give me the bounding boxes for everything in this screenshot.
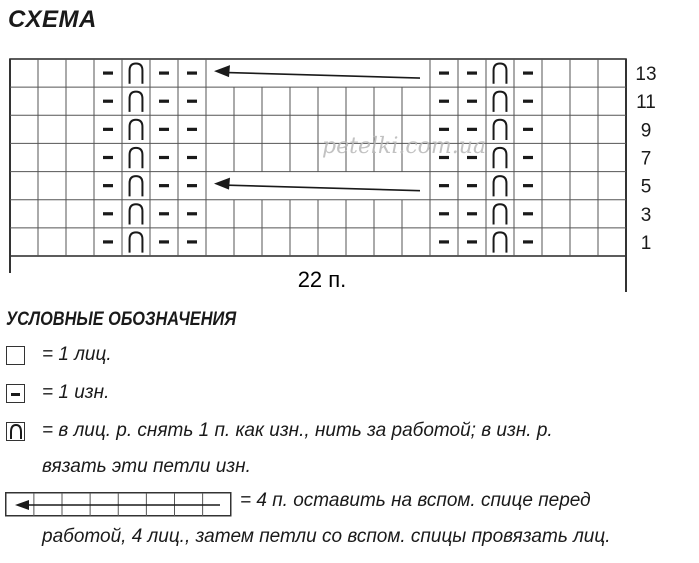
purl-dash-icon — [439, 128, 449, 131]
row-number: 7 — [640, 148, 652, 170]
purl-dash-icon — [467, 71, 477, 74]
purl-dash-icon — [439, 71, 449, 74]
legend-text-knit: = 1 лиц. — [42, 344, 112, 365]
purl-dash-icon — [467, 100, 477, 103]
slip-arch-icon — [130, 92, 143, 112]
slip-arch-icon — [494, 204, 507, 224]
purl-dash-icon — [103, 128, 113, 131]
purl-dash-icon — [159, 212, 169, 215]
slip-arch-icon — [494, 148, 507, 168]
slip-arch-icon — [130, 232, 143, 252]
legend-text-slip-cont: вязать эти петли изн. — [42, 456, 251, 477]
slip-arch-icon — [130, 120, 143, 140]
row-number: 1 — [640, 232, 652, 254]
purl-dash-icon — [159, 184, 169, 187]
watermark-text: petelki.com.ua — [322, 134, 487, 159]
cable-arrow-line — [228, 185, 420, 191]
purl-dash-icon — [159, 100, 169, 103]
purl-dash-icon — [103, 100, 113, 103]
purl-dash-icon — [523, 212, 533, 215]
purl-dash-icon — [187, 212, 197, 215]
slip-arch-icon — [494, 120, 507, 140]
cable-arrow-head — [214, 178, 230, 190]
cable-arrow-head — [214, 65, 230, 77]
slip-arch-icon — [130, 204, 143, 224]
slip-arch-icon — [130, 148, 143, 168]
slip-arch-icon — [494, 92, 507, 112]
purl-dash-icon — [6, 384, 25, 403]
purl-dash-icon — [159, 156, 169, 159]
purl-dash-icon — [523, 184, 533, 187]
purl-dash-icon — [523, 128, 533, 131]
purl-dash-icon — [523, 100, 533, 103]
purl-dash-icon — [439, 184, 449, 187]
purl-dash-icon — [159, 128, 169, 131]
purl-dash-icon — [187, 71, 197, 74]
slip-arch-icon — [494, 232, 507, 252]
row-number: 11 — [636, 92, 656, 114]
legend-text-cable-cont: работой, 4 лиц., затем петли со вспом. спицы провязать лиц. — [42, 526, 611, 547]
purl-dash-icon — [103, 184, 113, 187]
purl-dash-icon — [439, 240, 449, 243]
empty-square-icon — [6, 346, 25, 365]
row-number: 13 — [635, 64, 657, 86]
purl-dash-icon — [467, 212, 477, 215]
chart-grid — [10, 59, 626, 292]
row-number: 9 — [640, 120, 652, 142]
purl-dash-icon — [187, 100, 197, 103]
purl-dash-icon — [187, 240, 197, 243]
purl-dash-icon — [103, 156, 113, 159]
purl-dash-icon — [103, 240, 113, 243]
purl-dash-icon — [187, 128, 197, 131]
purl-dash-icon — [523, 240, 533, 243]
row-number: 5 — [640, 176, 652, 198]
legend-text-slip: = в лиц. р. снять 1 п. как изн., нить за работой; в изн. р. — [42, 420, 553, 441]
slip-arch-icon — [6, 422, 25, 441]
purl-dash-icon — [523, 71, 533, 74]
purl-dash-icon — [187, 156, 197, 159]
legend-heading: УСЛОВНЫЕ ОБОЗНАЧЕНИЯ — [6, 309, 237, 330]
purl-dash-icon — [159, 240, 169, 243]
purl-dash-icon — [439, 212, 449, 215]
purl-dash-icon — [187, 184, 197, 187]
purl-dash-icon — [467, 128, 477, 131]
purl-dash-icon — [439, 100, 449, 103]
purl-dash-icon — [103, 212, 113, 215]
slip-arch-icon — [494, 64, 507, 84]
purl-dash-icon — [467, 184, 477, 187]
purl-dash-icon — [103, 71, 113, 74]
purl-dash-icon — [159, 71, 169, 74]
legend-text-purl: = 1 изн. — [42, 382, 110, 403]
legend-text-cable: = 4 п. оставить на вспом. спице перед — [240, 490, 591, 511]
slip-arch-icon — [130, 64, 143, 84]
chart-row-numbers — [635, 64, 656, 254]
stitch-count-label: 22 п. — [297, 267, 347, 292]
cable-arrow-icon — [5, 492, 233, 518]
purl-dash-icon — [523, 156, 533, 159]
row-number: 3 — [640, 204, 652, 226]
cable-arrow-line — [228, 73, 420, 79]
page-title: СХЕМА — [8, 6, 97, 33]
purl-dash-icon — [467, 240, 477, 243]
slip-arch-icon — [494, 176, 507, 196]
slip-arch-icon — [130, 176, 143, 196]
